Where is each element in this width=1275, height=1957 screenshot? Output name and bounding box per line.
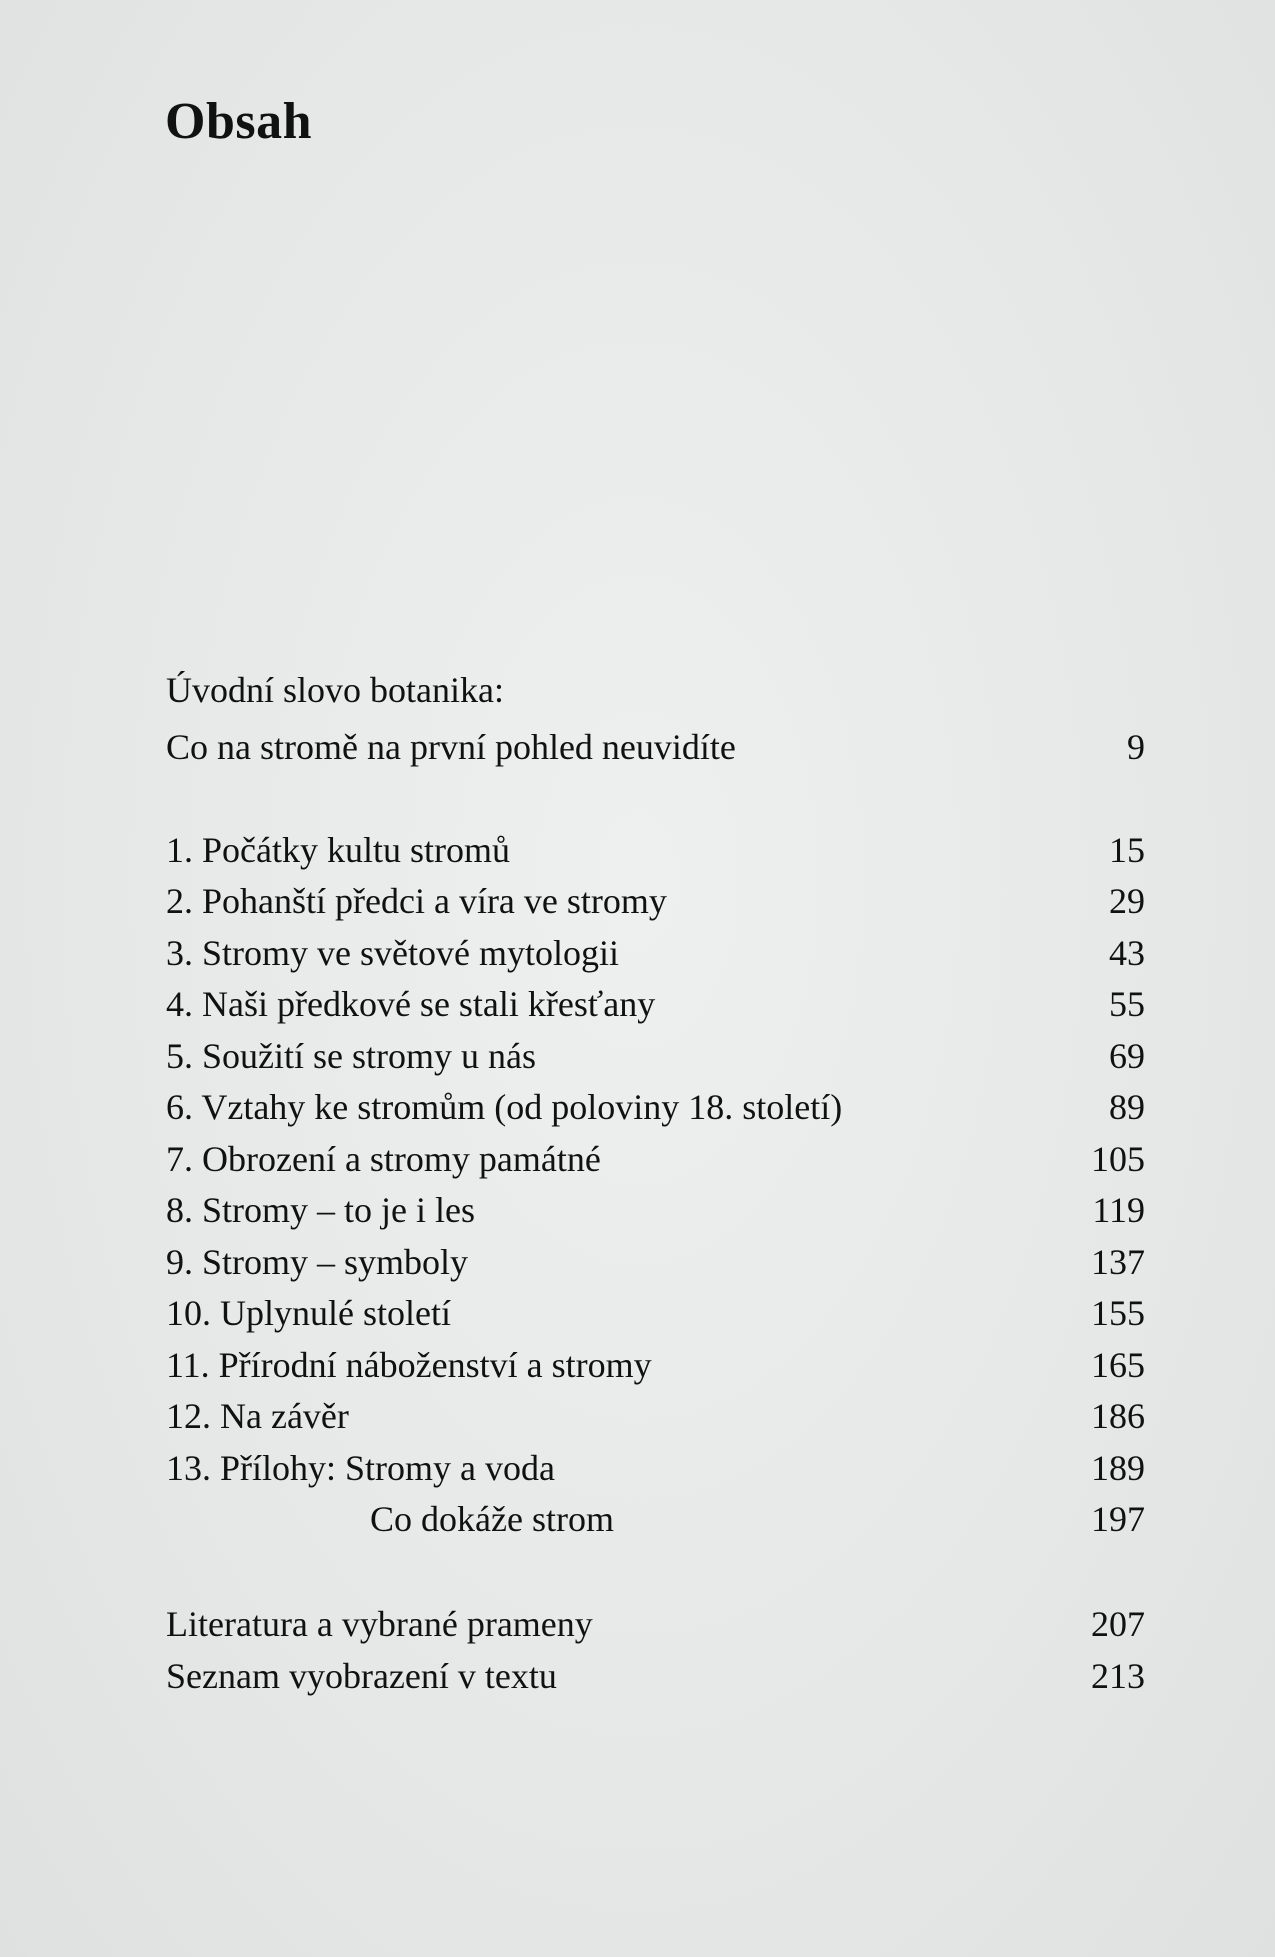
toc-entry-label: 8. Stromy – to je i les xyxy=(166,1190,475,1230)
toc-entry-page: 89 xyxy=(1109,1087,1145,1127)
toc-entry xyxy=(0,1444,1275,1492)
toc-entry-label: 1. Počátky kultu stromů xyxy=(166,830,510,870)
toc-entry-label: 9. Stromy – symboly xyxy=(166,1242,469,1282)
toc-entry xyxy=(0,1083,1275,1131)
toc-entry xyxy=(0,1186,1275,1234)
toc-entry-label: 3. Stromy ve světové mytologii xyxy=(166,933,619,973)
toc-entry-page: 119 xyxy=(1092,1190,1145,1230)
toc-entry-label: 11. Přírodní náboženství a stromy xyxy=(166,1345,652,1385)
toc-entry-page: 43 xyxy=(1109,933,1145,973)
toc-entry-label: Seznam vyobrazení v textu xyxy=(166,1656,557,1696)
toc-entry-label: 2. Pohanští předci a víra ve stromy xyxy=(166,881,667,921)
toc-entry xyxy=(0,980,1275,1028)
toc-intro-line1 xyxy=(0,666,1275,714)
toc-entry-label: 7. Obrození a stromy památné xyxy=(166,1139,601,1179)
page-title: Obsah xyxy=(165,93,313,150)
toc-entry-page: 165 xyxy=(1091,1345,1145,1385)
toc-intro-label-1: Úvodní slovo botanika: xyxy=(166,670,504,710)
toc-entry-page: 197 xyxy=(1091,1499,1145,1539)
toc-intro-page: 9 xyxy=(1127,727,1145,767)
toc-entry xyxy=(0,1289,1275,1337)
toc-entry xyxy=(0,1238,1275,1286)
toc-entry xyxy=(0,929,1275,977)
toc-entry-page: 189 xyxy=(1091,1448,1145,1488)
toc-entry xyxy=(0,1392,1275,1440)
toc-entry xyxy=(0,826,1275,874)
toc-entry xyxy=(0,1495,1275,1543)
toc-entry-page: 207 xyxy=(1091,1604,1145,1644)
toc-entry-page: 137 xyxy=(1091,1242,1145,1282)
toc-entry-page: 55 xyxy=(1109,984,1145,1024)
toc-entry-page: 186 xyxy=(1091,1396,1145,1436)
toc-entry-label: Literatura a vybrané prameny xyxy=(166,1604,593,1644)
toc-backmatter-entry xyxy=(0,1652,1275,1700)
toc-entry-page: 29 xyxy=(1109,881,1145,921)
toc-entry-page: 15 xyxy=(1109,830,1145,870)
toc-entry-label: 4. Naši předkové se stali křesťany xyxy=(166,984,656,1024)
toc-entry-label: 10. Uplynulé století xyxy=(166,1293,451,1333)
toc-entry-page: 105 xyxy=(1091,1139,1145,1179)
toc-intro-label-2: Co na stromě na první pohled neuvidíte xyxy=(166,727,736,767)
toc-entry-label: 6. Vztahy ke stromům (od poloviny 18. století) xyxy=(166,1087,843,1127)
toc-entry xyxy=(0,877,1275,925)
toc-entry-page: 213 xyxy=(1091,1656,1145,1696)
toc-backmatter-entry xyxy=(0,1600,1275,1648)
toc-entry-page: 155 xyxy=(1091,1293,1145,1333)
toc-entry-label: Co dokáže strom xyxy=(370,1499,614,1539)
toc-entry xyxy=(0,1135,1275,1183)
toc-entry xyxy=(0,1341,1275,1389)
toc-entry-page: 69 xyxy=(1109,1036,1145,1076)
toc-entry-label: 12. Na závěr xyxy=(166,1396,349,1436)
toc-entry-label: 5. Soužití se stromy u nás xyxy=(166,1036,536,1076)
toc-entry-label: 13. Přílohy: Stromy a voda xyxy=(166,1448,555,1488)
toc-intro-line2 xyxy=(0,723,1275,771)
toc-entry xyxy=(0,1032,1275,1080)
